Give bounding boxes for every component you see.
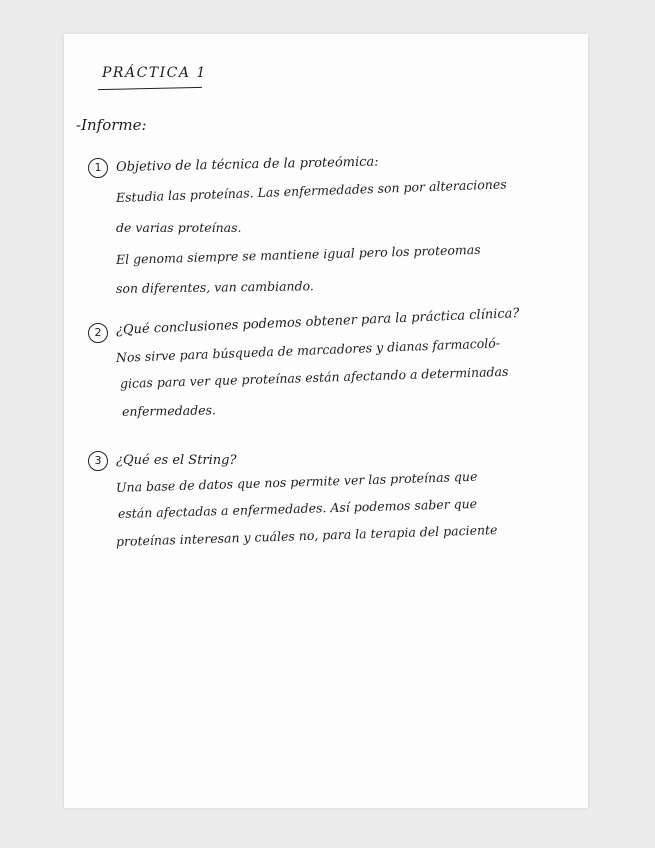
section-3-line-1: Una base de datos que nos permite ver las proteínas que xyxy=(115,468,478,495)
section-1-question: Objetivo de la técnica de la proteómica: xyxy=(115,154,379,175)
section-2-line-3: enfermedades. xyxy=(121,402,217,419)
title-underline xyxy=(98,87,202,90)
section-3-question: ¿Qué es el String? xyxy=(116,453,237,468)
section-2-line-2: gicas para ver que proteínas están afectando a determinadas xyxy=(119,363,509,391)
section-2-question: ¿Qué conclusiones podemos obtener para la práctica clínica? xyxy=(115,306,520,338)
notebook-page xyxy=(64,34,588,808)
page-title: PRÁCTICA 1 xyxy=(102,65,207,81)
section-3-line-2: están afectadas a enfermedades. Así podemos saber que xyxy=(117,495,478,521)
section-1-line-2: de varias proteínas. xyxy=(116,220,242,235)
section-1-line-3: El genoma siempre se mantiene igual pero los proteomas xyxy=(115,241,481,267)
section-2-number: 2 xyxy=(88,323,108,343)
section-2-line-1: Nos sirve para búsqueda de marcadores y dianas farmacoló- xyxy=(115,335,501,365)
section-3-line-3: proteínas interesan y cuáles no, para la terapia del paciente xyxy=(115,522,498,549)
section-1-number: 1 xyxy=(88,158,108,178)
section-1-line-4: son diferentes, van cambiando. xyxy=(115,278,314,296)
section-3-number: 3 xyxy=(88,451,108,471)
section-1-line-1: Estudia las proteínas. Las enfermedades son por alteraciones xyxy=(115,176,507,205)
report-heading: -Informe: xyxy=(76,116,147,134)
